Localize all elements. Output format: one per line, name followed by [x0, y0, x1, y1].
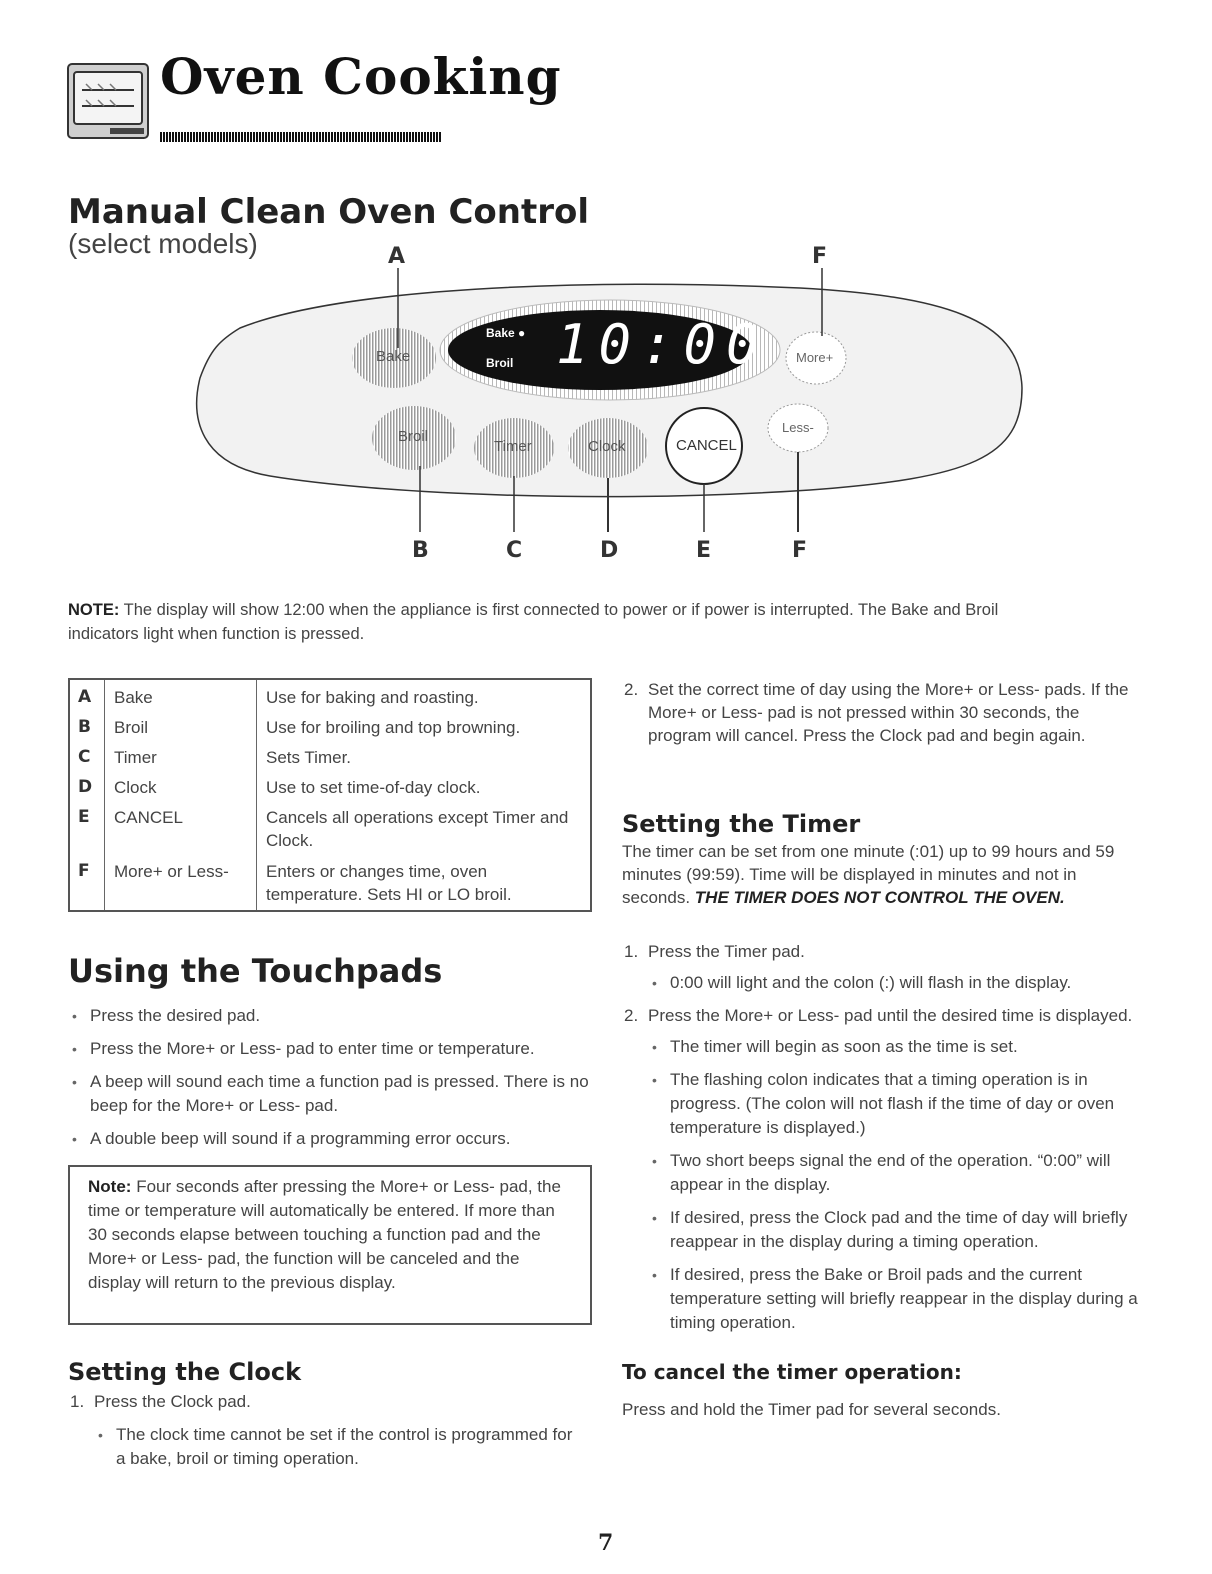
bake-pad-label: Bake [376, 348, 411, 365]
callout-letter-b: B [412, 538, 429, 563]
step-number: 2. [624, 680, 639, 699]
list-item: • A double beep will sound if a programming error occurs. [68, 1127, 592, 1151]
timer-title: Setting the Timer [622, 810, 861, 838]
step-number: 1. [624, 942, 639, 961]
timer-warning: THE TIMER DOES NOT CONTROL THE OVEN. [694, 888, 1065, 907]
callout-letter-f-bottom: F [792, 538, 808, 563]
key-letter: C [78, 747, 91, 767]
step-number: 1. [70, 1392, 85, 1411]
note-text-1: The display will show 12:00 when the appliance is first connected to power or if power is interrupted. The Bake and Broil [123, 601, 999, 619]
page-number: 7 [598, 1530, 614, 1556]
list-item: • Press the More+ or Less- pad to enter time or temperature. [68, 1037, 592, 1061]
clock-step-1-bullets [94, 1423, 578, 1471]
clock-step-2-text: Set the correct time of day using the More+ or Less- pads. If the More+ or Less- pad is not pressed within 30 seconds, the program will cancel. Press the Clock pad and begin again. [648, 680, 1129, 745]
key-desc: Sets Timer. [266, 748, 352, 767]
timer-step-1-text: Press the Timer pad. [648, 942, 805, 961]
timer-intro [622, 840, 1142, 909]
oven-icon [66, 62, 150, 142]
control-section-title: Manual Clean Oven Control [68, 192, 589, 232]
list-item: • The clock time cannot be set if the control is programmed for a bake, broil or timing operation. [94, 1423, 578, 1471]
key-name: Clock [114, 778, 157, 797]
less-pad-label: Less- [782, 420, 814, 435]
callout-letter-f-top: F [812, 244, 828, 269]
touchpads-note-label: Note: [88, 1177, 132, 1196]
key-letter: E [78, 807, 90, 827]
list-item: • A beep will sound each time a function pad is pressed. There is no beep for the More+ or Less- pad. [68, 1070, 592, 1118]
clock-pad-label: Clock [588, 438, 626, 455]
broil-indicator: Broil [486, 356, 514, 370]
clock-step-1-text: Press the Clock pad. [94, 1392, 251, 1411]
callout-letter-e: E [696, 538, 712, 563]
cancel-pad-label: CANCEL [676, 437, 737, 454]
timer-step-1-bullets [648, 971, 1142, 995]
key-name: More+ or Less- [114, 862, 229, 881]
timer-step-2 [622, 1004, 1142, 1335]
key-name: CANCEL [114, 808, 183, 827]
power-note [68, 598, 1148, 646]
key-letter: B [78, 717, 91, 737]
list-item: • The flashing colon indicates that a timing operation is in progress. (The colon will not flash if the time of day or oven temperature is displayed.) [648, 1068, 1142, 1140]
key-table [68, 678, 592, 912]
key-desc: Use for broiling and top browning. [266, 718, 521, 737]
broil-pad-label: Broil [398, 428, 429, 445]
callout-letter-d: D [600, 538, 619, 563]
clock-title: Setting the Clock [68, 1358, 302, 1386]
touchpads-note-box [68, 1165, 592, 1325]
note-text-2: indicators light when function is pressed. [68, 625, 365, 643]
touchpads-title: Using the Touchpads [68, 952, 443, 990]
timer-step-2-bullets [648, 1035, 1142, 1335]
note-label: NOTE: [68, 601, 120, 619]
touchpads-bullets [68, 1004, 592, 1160]
timer-step-2-text: Press the More+ or Less- pad until the desired time is displayed. [648, 1006, 1133, 1025]
list-item: • 0:00 will light and the colon (:) will flash in the display. [648, 971, 1142, 995]
display-time: 10:00 [556, 313, 769, 376]
list-item: • If desired, press the Bake or Broil pads and the current temperature setting will briefly reappear in the display during a timing operation. [648, 1263, 1142, 1335]
timer-pad-label: Timer [494, 438, 532, 455]
control-panel-diagram [180, 268, 1040, 548]
key-desc: Use to set time-of-day clock. [266, 778, 481, 797]
list-item: • The timer will begin as soon as the time is set. [648, 1035, 1142, 1059]
key-letter: F [78, 861, 90, 881]
touchpads-note-text: Four seconds after pressing the More+ or Less- pad, the time or temperature will automatically be entered. If more than 30 seconds elapse between touching a function pad and the More+ or Less- pad, the function will be canceled and the display will return to the previous display. [88, 1177, 561, 1292]
clock-steps [68, 1390, 578, 1480]
key-desc: Enters or changes time, oven temperature. Sets HI or LO broil. [266, 862, 512, 904]
clock-step-2 [622, 678, 1142, 747]
timer-step-1 [622, 940, 1142, 995]
key-desc: Cancels all operations except Timer and Clock. [266, 808, 569, 850]
section-title: Oven Cooking [160, 47, 562, 106]
callout-letter-c: C [506, 538, 523, 563]
timer-intro-text: The timer can be set from one minute (:01) up to 99 hours and 59 minutes (99:59). Time will be displayed in minutes and not in seconds. [622, 842, 1115, 907]
key-name: Broil [114, 718, 149, 737]
control-section-subtitle: (select models) [68, 228, 258, 259]
bake-indicator: Bake ● [486, 326, 526, 340]
list-item: • If desired, press the Clock pad and the time of day will briefly reappear in the display during a timing operation. [648, 1206, 1142, 1254]
key-desc: Use for baking and roasting. [266, 688, 479, 707]
power-note-line-1 [68, 598, 1148, 622]
cancel-timer-text: Press and hold the Timer pad for several seconds. [622, 1400, 1001, 1419]
timer-steps [622, 940, 1142, 1344]
cancel-timer-title: To cancel the timer operation: [622, 1360, 962, 1384]
key-name: Bake [114, 688, 153, 707]
list-item: • Press the desired pad. [68, 1004, 592, 1028]
list-item: • Two short beeps signal the end of the operation. “0:00” will appear in the display. [648, 1149, 1142, 1197]
clock-steps-continued [622, 678, 1142, 747]
more-pad-label: More+ [796, 350, 834, 365]
key-name: Timer [114, 748, 157, 767]
step-number: 2. [624, 1006, 639, 1025]
title-rule [160, 132, 442, 142]
clock-step-1 [68, 1390, 578, 1471]
callout-letter-a: A [388, 244, 406, 269]
key-letter: D [78, 777, 93, 797]
key-letter: A [78, 687, 92, 707]
